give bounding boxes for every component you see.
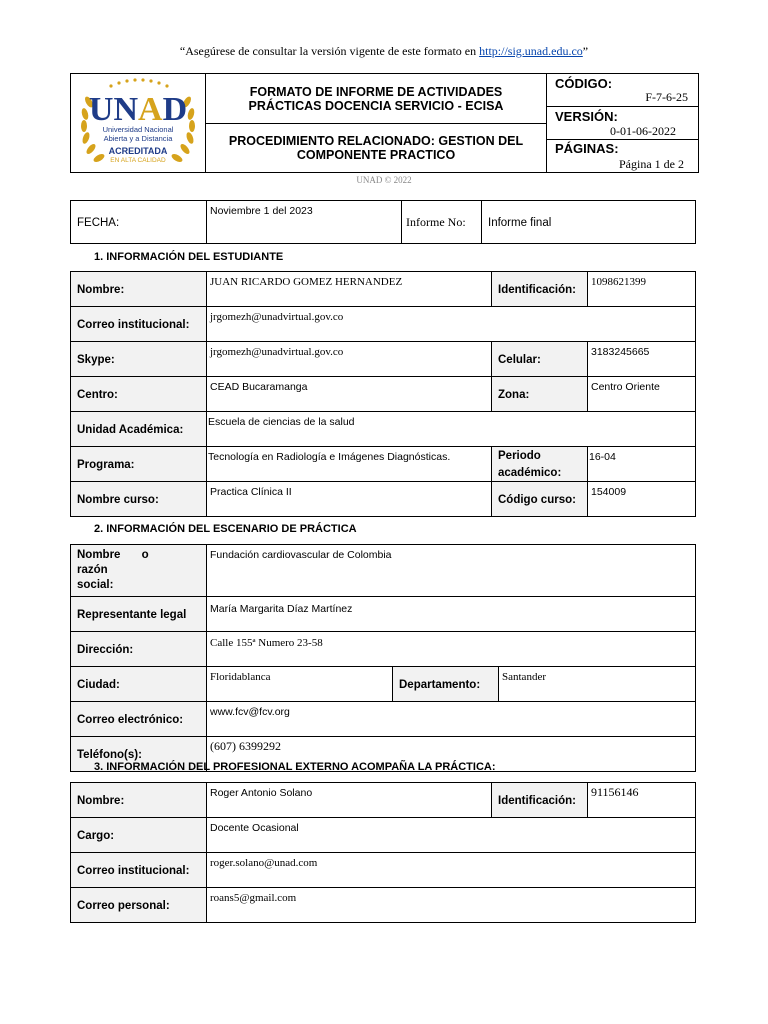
centro-label: Centro: bbox=[77, 389, 118, 401]
curso-value: Practica Clínica II bbox=[210, 486, 292, 498]
svg-text:UNAD: UNAD bbox=[88, 91, 188, 128]
curso-label: Nombre curso: bbox=[77, 494, 159, 506]
student-id-value: 1098621399 bbox=[591, 276, 646, 288]
skype-value: jrgomezh@unadvirtual.gov.co bbox=[210, 346, 344, 358]
personal-email-label: Correo personal: bbox=[77, 900, 170, 912]
version-notice: “Asegúrese de consultar la versión vigente de este formato en http://sig.unad.edu.co” bbox=[179, 44, 589, 58]
fecha-value: Noviembre 1 del 2023 bbox=[210, 205, 313, 217]
programa-value: Tecnología en Radiología e Imágenes Diagnósticas. bbox=[208, 451, 451, 463]
unidad-value: Escuela de ciencias de la salud bbox=[208, 416, 355, 428]
representante-label: Representante legal bbox=[77, 609, 187, 621]
form-title: FORMATO DE INFORME DE ACTIVIDADES PRÁCTICAS DOCENCIA SERVICIO - ECISA bbox=[248, 84, 504, 113]
unidad-label: Unidad Académica: bbox=[77, 424, 184, 436]
zona-value: Centro Oriente bbox=[591, 381, 660, 393]
section2-title: 2. INFORMACIÓN DEL ESCENARIO DE PRÁCTICA bbox=[94, 523, 357, 535]
ciudad-label: Ciudad: bbox=[77, 679, 120, 691]
codigo-curso-value: 154009 bbox=[591, 486, 627, 498]
personal-email-value: roans5@gmail.com bbox=[210, 892, 297, 904]
version-label: VERSIÓN: bbox=[555, 109, 618, 124]
cargo-label: Cargo: bbox=[77, 830, 115, 842]
svg-text:Abierta y a Distancia: Abierta y a Distancia bbox=[103, 134, 173, 143]
prof-id-label: Identificación: bbox=[498, 795, 576, 807]
direccion-value: Calle 155ª Numero 23-58 bbox=[210, 637, 323, 649]
departamento-label: Departamento: bbox=[399, 679, 481, 691]
student-table bbox=[70, 271, 696, 517]
student-email-label: Correo institucional: bbox=[77, 319, 190, 331]
direccion-label: Dirección: bbox=[77, 644, 134, 656]
svg-text:EN ALTA CALIDAD: EN ALTA CALIDAD bbox=[110, 157, 166, 164]
fecha-value-cell bbox=[207, 201, 402, 244]
centro-value: CEAD Bucaramanga bbox=[210, 381, 308, 393]
code-value: F-7-6-25 bbox=[645, 90, 688, 104]
zona-label: Zona: bbox=[498, 389, 530, 401]
header-title-cell bbox=[205, 73, 547, 124]
prof-name-label: Nombre: bbox=[77, 795, 125, 807]
razon-label: Nombre o razón bbox=[77, 549, 149, 576]
student-name-value: JUAN RICARDO GOMEZ HERNANDEZ bbox=[210, 276, 403, 288]
correo-electronico-label: Correo electrónico: bbox=[77, 714, 184, 726]
skype-label: Skype: bbox=[77, 354, 115, 366]
fecha-label: FECHA: bbox=[77, 217, 120, 229]
periodo-value: 16-04 bbox=[589, 451, 616, 463]
departamento-value: Santander bbox=[502, 671, 546, 683]
ciudad-value: Floridablanca bbox=[210, 671, 271, 683]
prof-email-label: Correo institucional: bbox=[77, 865, 190, 877]
student-id-label: Identificación: bbox=[498, 284, 576, 296]
professional-table bbox=[70, 782, 696, 923]
svg-text:ACREDITADA: ACREDITADA bbox=[108, 146, 168, 156]
code-cell bbox=[546, 73, 699, 107]
representante-value: María Margarita Díaz Martínez bbox=[210, 603, 353, 615]
razon-value: Fundación cardiovascular de Colombia bbox=[210, 549, 392, 561]
student-email-value: jrgomezh@unadvirtual.gov.co bbox=[210, 311, 344, 323]
header-procedure-cell bbox=[205, 123, 547, 173]
section3-title: 3. INFORMACIÓN DEL PROFESIONAL EXTERNO ACOMPAÑA LA PRÁCTICA: bbox=[94, 761, 496, 773]
prof-id-value: 91156146 bbox=[591, 785, 639, 799]
cargo-value: Docente Ocasional bbox=[210, 822, 299, 834]
student-name-label: Nombre: bbox=[77, 284, 125, 296]
correo-electronico-value: www.fcv@fcv.org bbox=[210, 706, 290, 718]
prof-name-value: Roger Antonio Solano bbox=[210, 787, 313, 799]
celular-value: 3183245665 bbox=[591, 346, 650, 358]
report-table bbox=[70, 200, 696, 244]
pages-label: PÁGINAS: bbox=[555, 141, 619, 156]
unad-logo bbox=[71, 74, 205, 172]
prof-email-value: roger.solano@unad.com bbox=[210, 857, 318, 869]
informe-label: Informe No: bbox=[406, 215, 466, 229]
sig-link[interactable]: http://sig.unad.edu.co bbox=[479, 44, 583, 58]
section1-title: 1. INFORMACIÓN DEL ESTUDIANTE bbox=[94, 251, 284, 263]
celular-label: Celular: bbox=[498, 354, 541, 366]
informe-label-cell bbox=[402, 201, 482, 244]
header-logo-cell bbox=[70, 73, 206, 173]
codigo-curso-label: Código curso: bbox=[498, 494, 576, 506]
copyright: UNAD © 2022 bbox=[356, 175, 412, 185]
svg-text:Universidad Nacional: Universidad Nacional bbox=[102, 125, 174, 134]
fecha-label-cell bbox=[71, 201, 207, 244]
pages-value: Página 1 de 2 bbox=[619, 157, 684, 171]
pages-cell bbox=[546, 139, 699, 173]
scenario-table: Nombre o razón social: Fundación cardiovascular de Colombia Representante legal María Margarita Díaz Martínez Dirección: Calle 155ª Numero 23-58 Ciudad: Floridablanca Departamento: Santander Correo electrónico: www.fcv@fcv.org Teléfono(s): (607) 6399292 bbox=[70, 544, 696, 772]
version-value: 0-01-06-2022 bbox=[610, 124, 676, 138]
informe-value: Informe final bbox=[488, 217, 552, 229]
programa-label: Programa: bbox=[77, 459, 135, 471]
code-label: CÓDIGO: bbox=[555, 76, 613, 91]
telefono-value: (607) 6399292 bbox=[210, 739, 281, 753]
periodo-label: Periodo académico: bbox=[498, 450, 562, 479]
version-cell bbox=[546, 106, 699, 140]
procedure-title: PROCEDIMIENTO RELACIONADO: GESTION DEL COMPONENTE PRACTICO bbox=[228, 134, 524, 162]
telefono-label: Teléfono(s): bbox=[77, 749, 142, 761]
informe-value-cell bbox=[482, 201, 696, 244]
